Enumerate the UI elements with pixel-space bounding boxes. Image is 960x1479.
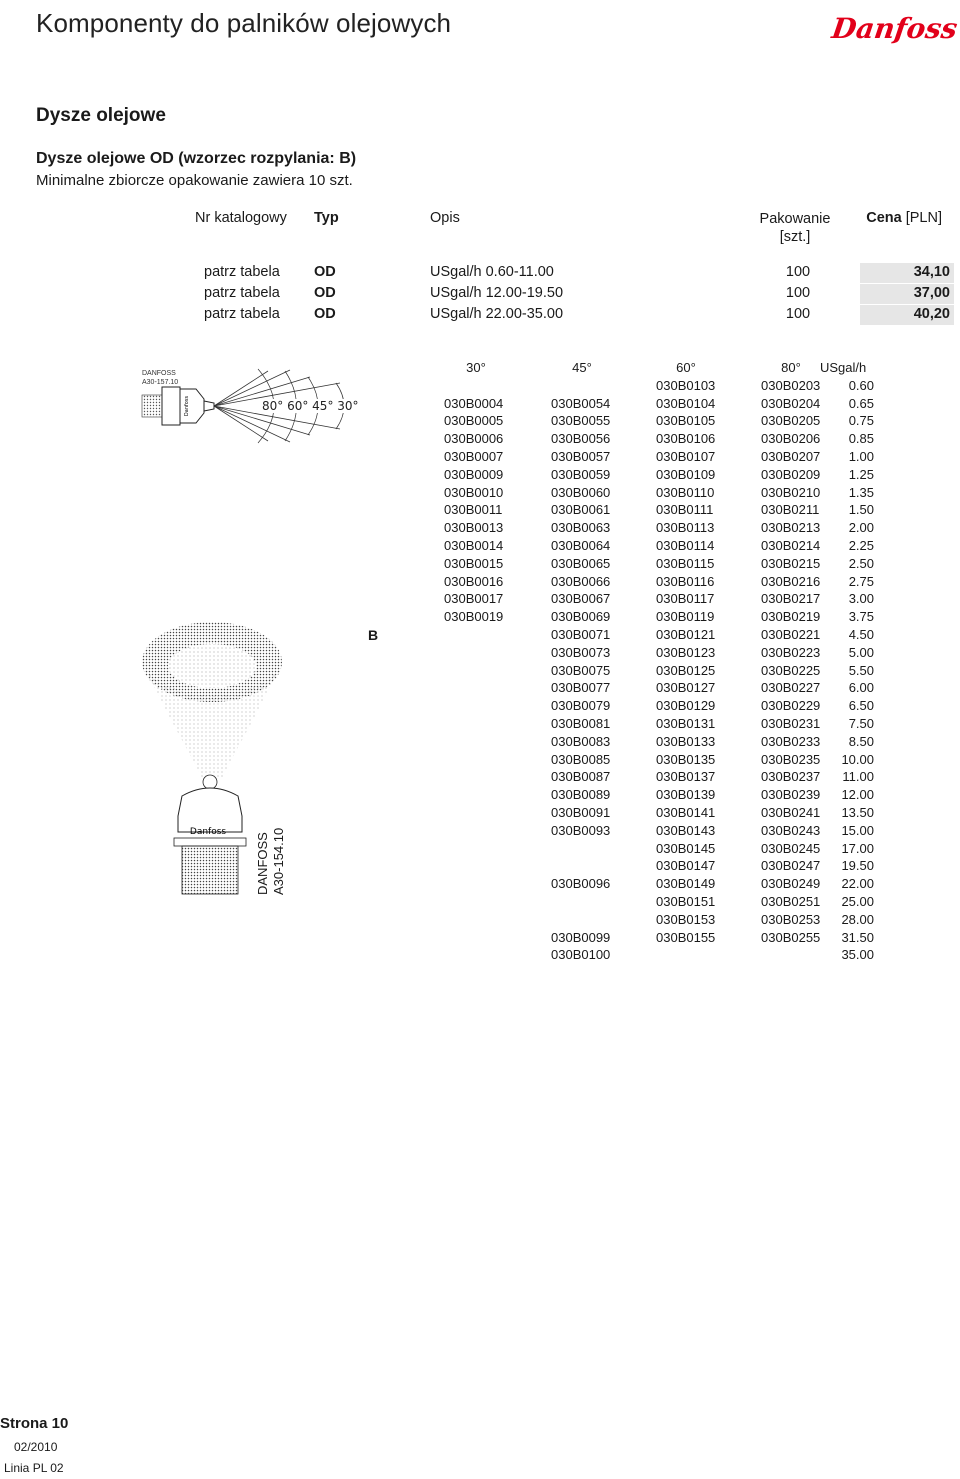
nozzle-flow: 2.25 xyxy=(848,538,874,553)
nozzle-code: 030B0106 xyxy=(656,431,716,447)
header-nr-katalogowy: Nr katalogowy xyxy=(195,210,287,226)
nozzle-code: 030B0015 xyxy=(444,555,504,571)
price-typ: OD xyxy=(314,306,336,322)
nozzle-code: 030B0153 xyxy=(656,911,716,927)
nozzle-code: 030B0253 xyxy=(761,911,821,927)
nozzle-code: 030B0204 xyxy=(761,395,821,411)
nozzle-flow: 0.85 xyxy=(848,431,874,447)
price-row xyxy=(196,305,956,325)
header-pakowanie-line1: Pakowanie xyxy=(759,211,831,227)
nozzle-code: 030B0071 xyxy=(551,627,611,642)
price-cell xyxy=(860,305,954,325)
nozzle-code: 030B0007 xyxy=(444,449,504,464)
nozzle-code: 030B0227 xyxy=(761,680,821,696)
nozzle-code: 030B0210 xyxy=(761,484,821,500)
nozzle-code: 030B0135 xyxy=(656,751,716,767)
nozzle-code: 030B0121 xyxy=(656,627,716,642)
nozzle-code: 030B0239 xyxy=(761,787,821,803)
nozzle-flow: 2.00 xyxy=(848,520,874,536)
nozzle-code: 030B0207 xyxy=(761,449,821,464)
nozzle-code: 030B0139 xyxy=(656,787,716,803)
nozzle-code: 030B0216 xyxy=(761,573,821,589)
nozzle-code: 030B0079 xyxy=(551,698,611,714)
price-opis: USgal/h 22.00-35.00 xyxy=(430,306,564,322)
nozzle-code: 030B0115 xyxy=(656,555,715,571)
nozzle-code: 030B0205 xyxy=(761,413,821,429)
price-pak: 100 xyxy=(785,306,811,322)
figure1-code-line2: A30-157.10 xyxy=(142,379,179,386)
nozzle-flow: 1.50 xyxy=(848,502,874,518)
nozzle-code: 030B0141 xyxy=(656,805,716,820)
price-nr: patrz tabela xyxy=(204,264,280,280)
price-cell xyxy=(860,263,954,283)
price-value: 37,00 xyxy=(913,285,950,301)
nozzle-code: 030B0209 xyxy=(761,466,821,482)
nozzle-code: 030B0151 xyxy=(656,894,716,909)
nozzle-flow: 25.00 xyxy=(841,894,874,909)
nozzle-code: 030B0217 xyxy=(761,591,821,607)
nozzle-code: 030B0019 xyxy=(444,609,504,625)
nozzle-code: 030B0111 xyxy=(656,502,714,518)
nozzle-table-header: 30° xyxy=(466,360,486,375)
nozzle-code: 030B0116 xyxy=(656,573,715,589)
nozzle-code: 030B0235 xyxy=(761,751,821,767)
nozzle-code: 030B0055 xyxy=(551,413,611,429)
nozzle-code: 030B0221 xyxy=(761,627,821,642)
nozzle-code: 030B0004 xyxy=(444,395,504,411)
price-value: 40,20 xyxy=(913,306,950,322)
price-opis: USgal/h 12.00-19.50 xyxy=(430,285,564,301)
nozzle-code: 030B0056 xyxy=(551,431,611,447)
nozzle-code: 030B0119 xyxy=(656,609,715,625)
nozzle-code: 030B0237 xyxy=(761,769,821,785)
nozzle-code: 030B0211 xyxy=(761,502,820,518)
page-title: Komponenty do palników olejowych xyxy=(36,8,452,38)
nozzle-flow: 1.00 xyxy=(848,449,874,464)
nozzle-code: 030B0006 xyxy=(444,431,504,447)
nozzle-code: 030B0214 xyxy=(761,538,821,553)
nozzle-code: 030B0229 xyxy=(761,698,821,714)
nozzle-code: 030B0247 xyxy=(761,858,821,874)
header-cena-unit: [PLN] xyxy=(905,210,942,226)
nozzle-flow: 28.00 xyxy=(841,911,874,927)
nozzle-code: 030B0085 xyxy=(551,751,611,767)
svg-text:Danfoss: Danfoss xyxy=(829,12,960,45)
figure2-code-line1: DANFOSS xyxy=(255,832,270,895)
spray-pattern-diagram xyxy=(136,610,326,900)
header-opis: Opis xyxy=(430,210,460,226)
nozzle-code: 030B0255 xyxy=(761,929,821,945)
nozzle-code: 030B0083 xyxy=(551,733,611,749)
nozzle-code: 030B0057 xyxy=(551,449,611,464)
nozzle-code: 030B0091 xyxy=(551,805,611,820)
nozzle-code: 030B0137 xyxy=(656,769,716,785)
nozzle-table-header: 80° xyxy=(781,360,801,375)
nozzle-flow: 11.00 xyxy=(842,769,874,785)
nozzle-flow: 22.00 xyxy=(841,876,874,892)
nozzle-code: 030B0054 xyxy=(551,395,611,411)
nozzle-flow: 35.00 xyxy=(841,947,874,963)
nozzle-flow: 5.50 xyxy=(848,662,874,678)
nozzle-code: 030B0233 xyxy=(761,733,821,749)
nozzle-code: 030B0225 xyxy=(761,662,821,678)
danfoss-logo xyxy=(829,4,960,50)
nozzle-code: 030B0017 xyxy=(444,591,504,607)
nozzle-code: 030B0065 xyxy=(551,555,611,571)
nozzle-angle-diagram xyxy=(140,365,370,455)
nozzle-code: 030B0089 xyxy=(551,787,611,803)
nozzle-flow: 4.50 xyxy=(848,627,874,642)
price-nr: patrz tabela xyxy=(204,306,280,322)
nozzle-code: 030B0147 xyxy=(656,858,716,874)
price-cell xyxy=(860,284,954,304)
nozzle-flow: 0.65 xyxy=(848,395,874,411)
nozzle-code: 030B0127 xyxy=(656,680,716,696)
price-value: 34,10 xyxy=(913,264,950,280)
sub-note: Minimalne zbiorcze opakowanie zawiera 10 szt. xyxy=(36,172,353,189)
footer-page: Strona 10 xyxy=(0,1415,69,1432)
nozzle-flow: 31.50 xyxy=(841,929,874,945)
nozzle-code: 030B0223 xyxy=(761,644,821,660)
nozzle-code: 030B0215 xyxy=(761,555,821,571)
nozzle-code: 030B0149 xyxy=(656,876,716,892)
nozzle-code: 030B0131 xyxy=(656,716,716,731)
nozzle-code: 030B0005 xyxy=(444,413,504,429)
nozzle-flow: 5.00 xyxy=(848,644,874,660)
nozzle-code: 030B0096 xyxy=(551,876,611,892)
sub-title: Dysze olejowe OD (wzorzec rozpylania: B) xyxy=(36,150,357,167)
nozzle-code: 030B0109 xyxy=(656,466,716,482)
price-typ: OD xyxy=(314,285,336,301)
nozzle-table-header: USgal/h xyxy=(820,360,867,375)
nozzle-flow: 7.50 xyxy=(848,716,874,731)
nozzle-code: 030B0087 xyxy=(551,769,611,785)
nozzle-code: 030B0133 xyxy=(656,733,716,749)
nozzle-code: 030B0129 xyxy=(656,698,716,714)
nozzle-code: 030B0067 xyxy=(551,591,611,607)
nozzle-code: 030B0060 xyxy=(551,484,611,500)
nozzle-code: 030B0243 xyxy=(761,822,821,838)
nozzle-flow: 0.60 xyxy=(848,377,874,393)
price-typ: OD xyxy=(314,264,336,280)
nozzle-code: 030B0011 xyxy=(444,502,503,518)
nozzle-flow: 0.75 xyxy=(848,413,874,429)
nozzle-code: 030B0203 xyxy=(761,377,821,393)
price-opis: USgal/h 0.60-11.00 xyxy=(430,264,554,280)
nozzle-flow: 6.50 xyxy=(848,698,874,714)
nozzle-code: 030B0231 xyxy=(761,716,821,731)
nozzle-code: 030B0114 xyxy=(656,538,715,553)
nozzle-code: 030B0064 xyxy=(551,538,611,553)
nozzle-code: 030B0063 xyxy=(551,520,611,536)
nozzle-code: 030B0009 xyxy=(444,466,504,482)
section-title: Dysze olejowe xyxy=(36,105,166,126)
nozzle-table-header: 45° xyxy=(572,360,592,375)
nozzle-flow: 12.00 xyxy=(841,787,874,803)
nozzle-code: 030B0155 xyxy=(656,929,716,945)
nozzle-flow: 19.50 xyxy=(841,858,874,874)
nozzle-code: 030B0073 xyxy=(551,644,611,660)
nozzle-code: 030B0077 xyxy=(551,680,611,696)
nozzle-flow: 6.00 xyxy=(848,680,874,696)
nozzle-code: 030B0075 xyxy=(551,662,611,678)
nozzle-code: 030B0104 xyxy=(656,395,716,411)
nozzle-code: 030B0069 xyxy=(551,609,611,625)
price-nr: patrz tabela xyxy=(204,285,280,301)
nozzle-code: 030B0014 xyxy=(444,538,504,553)
nozzle-flow: 2.75 xyxy=(848,573,874,589)
header-pakowanie-line2: [szt.] xyxy=(779,229,811,245)
nozzle-code: 030B0143 xyxy=(656,822,716,838)
nozzle-code: 030B0099 xyxy=(551,929,611,945)
nozzle-code: 030B0249 xyxy=(761,876,821,892)
nozzle-code: 030B0100 xyxy=(551,947,611,963)
nozzle-code: 030B0107 xyxy=(656,449,716,464)
nozzle-flow: 15.00 xyxy=(841,822,874,838)
nozzle-flow: 13.50 xyxy=(841,805,874,820)
nozzle-code: 030B0093 xyxy=(551,822,611,838)
figure1-code-line1: DANFOSS xyxy=(142,370,176,377)
nozzle-flow: 2.50 xyxy=(848,555,874,571)
spray-pattern-label: B xyxy=(368,627,379,643)
nozzle-flow: 3.75 xyxy=(848,609,874,625)
nozzle-flow: 1.25 xyxy=(848,466,874,482)
nozzle-code: 030B0145 xyxy=(656,840,716,856)
nozzle-code: 030B0016 xyxy=(444,573,504,589)
nozzle-flow: 17.00 xyxy=(841,840,874,856)
nozzle-code: 030B0010 xyxy=(444,484,504,500)
nozzle-code: 030B0103 xyxy=(656,377,716,393)
nozzle-code: 030B0219 xyxy=(761,609,821,625)
nozzle-code: 030B0117 xyxy=(656,591,715,607)
nozzle-code: 030B0105 xyxy=(656,413,716,429)
nozzle-code: 030B0123 xyxy=(656,644,716,660)
nozzle-flow: 3.00 xyxy=(848,591,874,607)
figure2-code xyxy=(255,828,287,895)
footer-line: Linia PL 02 xyxy=(4,1461,64,1475)
nozzle-brand: Danfoss xyxy=(189,827,227,837)
footer-date: 02/2010 xyxy=(14,1440,58,1454)
nozzle-flow: 8.50 xyxy=(848,733,874,749)
price-pak: 100 xyxy=(785,264,811,280)
nozzle-code: 030B0241 xyxy=(761,805,821,820)
nozzle-code: 030B0081 xyxy=(551,716,611,731)
nozzle-code: 030B0059 xyxy=(551,466,611,482)
nozzle-code: 030B0125 xyxy=(656,662,716,678)
nozzle-code: 030B0113 xyxy=(656,520,715,536)
header-cena-label: Cena xyxy=(866,210,902,226)
figure2-code-line2: A30-154.10 xyxy=(271,827,286,895)
nozzle-flow: 1.35 xyxy=(848,484,874,500)
header-cena xyxy=(832,210,942,226)
price-row xyxy=(196,263,956,283)
nozzle-table-header: 60° xyxy=(676,360,696,375)
price-row xyxy=(196,284,956,304)
nozzle-code: 030B0066 xyxy=(551,573,611,589)
nozzle-code: 030B0206 xyxy=(761,431,821,447)
nozzle-code: 030B0213 xyxy=(761,520,821,536)
svg-text:Danfoss: Danfoss xyxy=(184,395,190,417)
nozzle-code: 030B0251 xyxy=(761,894,821,909)
nozzle-code: 030B0013 xyxy=(444,520,504,536)
nozzle-code: 030B0061 xyxy=(551,502,611,518)
nozzle-code: 030B0110 xyxy=(656,484,715,500)
price-pak: 100 xyxy=(785,285,811,301)
header-typ: Typ xyxy=(314,210,339,226)
spray-angles-label: 80° 60° 45° 30° xyxy=(262,399,359,413)
nozzle-code: 030B0245 xyxy=(761,840,821,856)
nozzle-flow: 10.00 xyxy=(841,751,874,767)
